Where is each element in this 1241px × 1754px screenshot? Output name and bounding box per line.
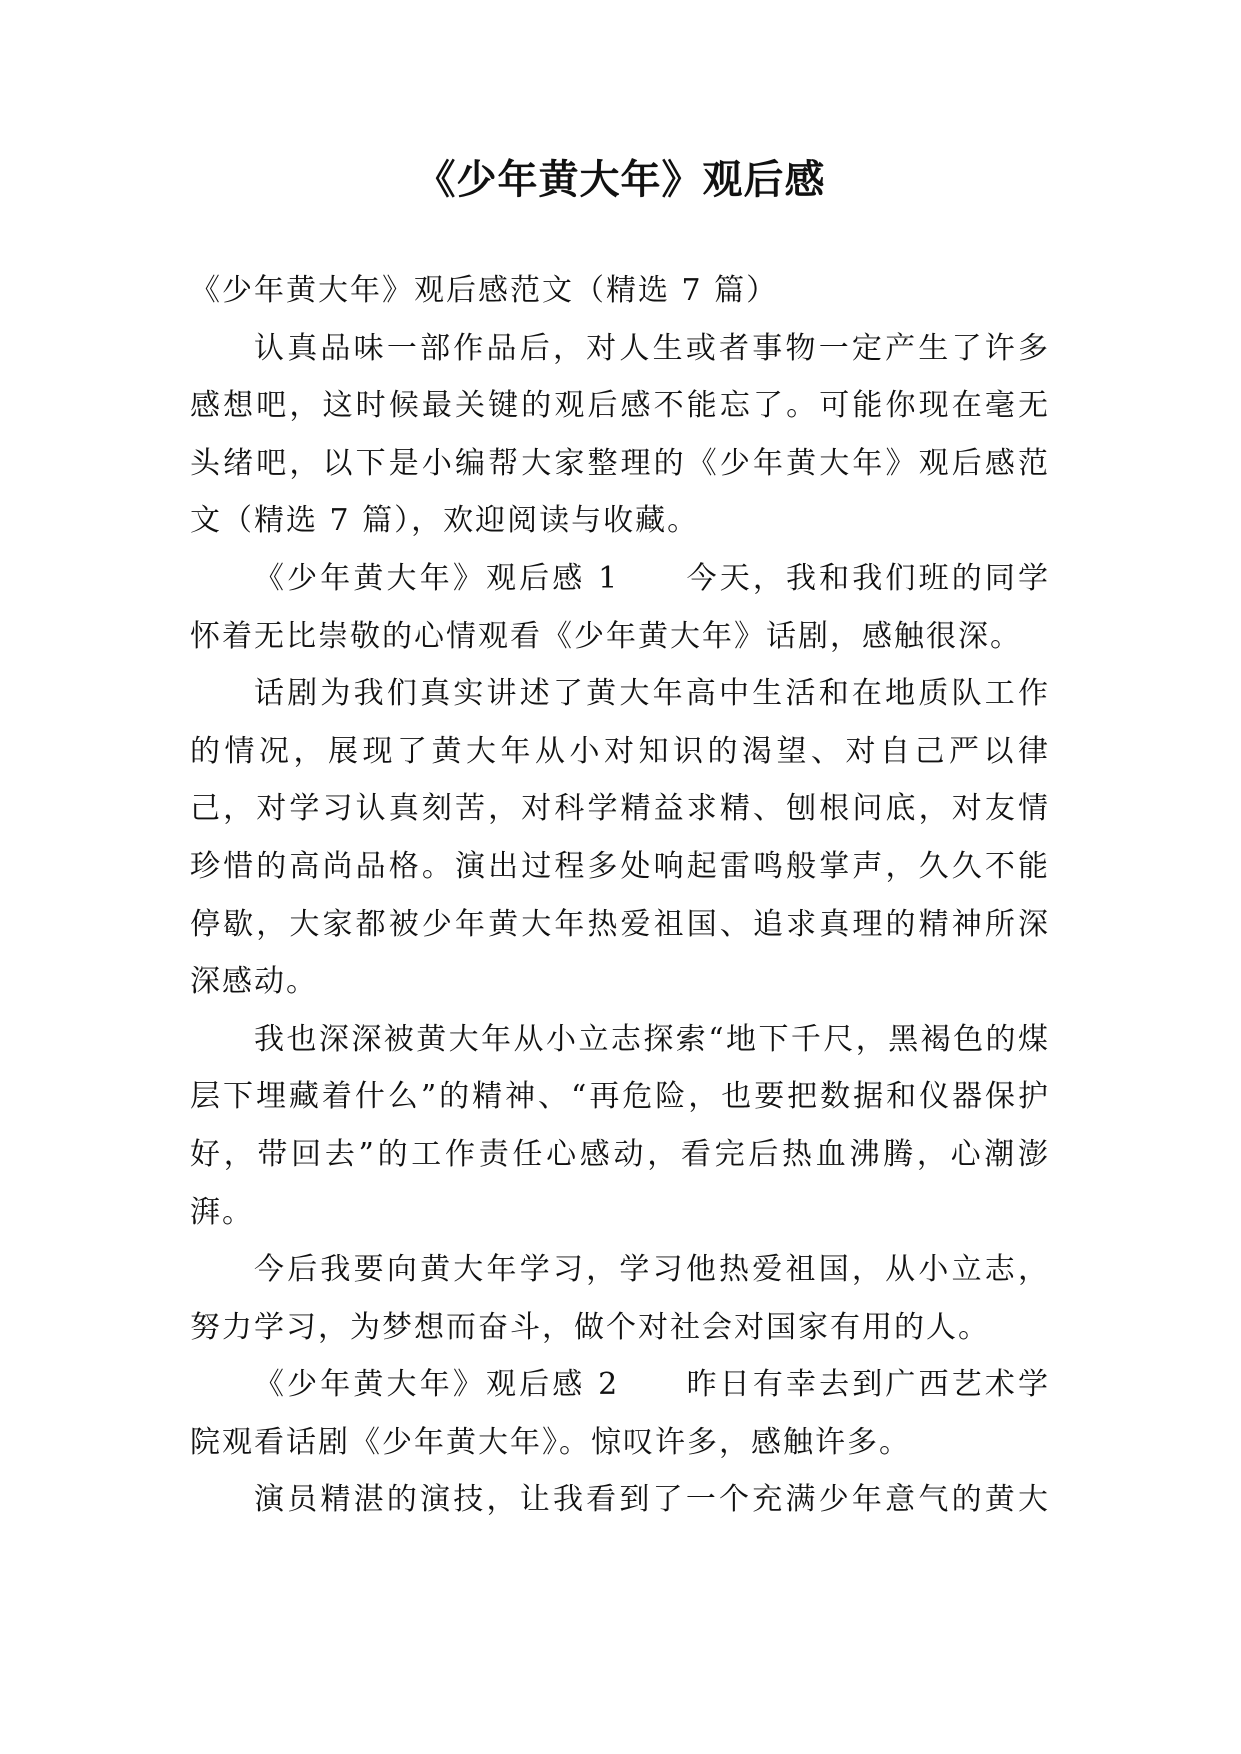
- paragraph-review-1-heading: 《少年黄大年》观后感 1 今天，我和我们班的同学怀着无比崇敬的心情观看《少年黄大年》话剧，感触很深。: [190, 560, 1050, 654]
- paragraph-intro: 认真品味一部作品后，对人生或者事物一定产生了许多感想吧，这时候最关键的观后感不能忘了。可能你现在毫无头绪吧，以下是小编帮大家整理的《少年黄大年》观后感范文（精选 7 篇），欢迎阅读与收藏。: [190, 330, 1050, 539]
- paragraph-review-1-inspiration: 我也深深被黄大年从小立志探索“地下千尺，黑褐色的煤层下埋藏着什么”的精神、“再危险，也要把数据和仪器保护好，带回去”的工作责任心感动，看完后热血沸腾，心潮澎湃。: [190, 1021, 1050, 1230]
- document-body: [190, 262, 1050, 1529]
- paragraph-review-1-body: 话剧为我们真实讲述了黄大年高中生活和在地质队工作的情况，展现了黄大年从小对知识的渴望、对自己严以律己，对学习认真刻苦，对科学精益求精、刨根问底，对友情珍惜的高尚品格。演出过程多处响起雷鸣般掌声，久久不能停歇，大家都被少年黄大年热爱祖国、追求真理的精神所深深感动。: [190, 676, 1050, 1000]
- document-subtitle: 《少年黄大年》观后感范文（精选 7 篇）: [190, 273, 779, 308]
- paragraph-review-2-body: 演员精湛的演技，让我看到了一个充满少年意气的黄大: [254, 1482, 1050, 1518]
- paragraph-review-1-conclusion: 今后我要向黄大年学习，学习他热爱祖国，从小立志，努力学习，为梦想而奋斗，做个对社会对国家有用的人。: [190, 1252, 1050, 1345]
- document-title: 《少年黄大年》观后感: [415, 157, 826, 203]
- paragraph-review-2-heading: 《少年黄大年》观后感 2 昨日有幸去到广西艺术学院观看话剧《少年黄大年》。惊叹许多，感触许多。: [190, 1367, 1050, 1460]
